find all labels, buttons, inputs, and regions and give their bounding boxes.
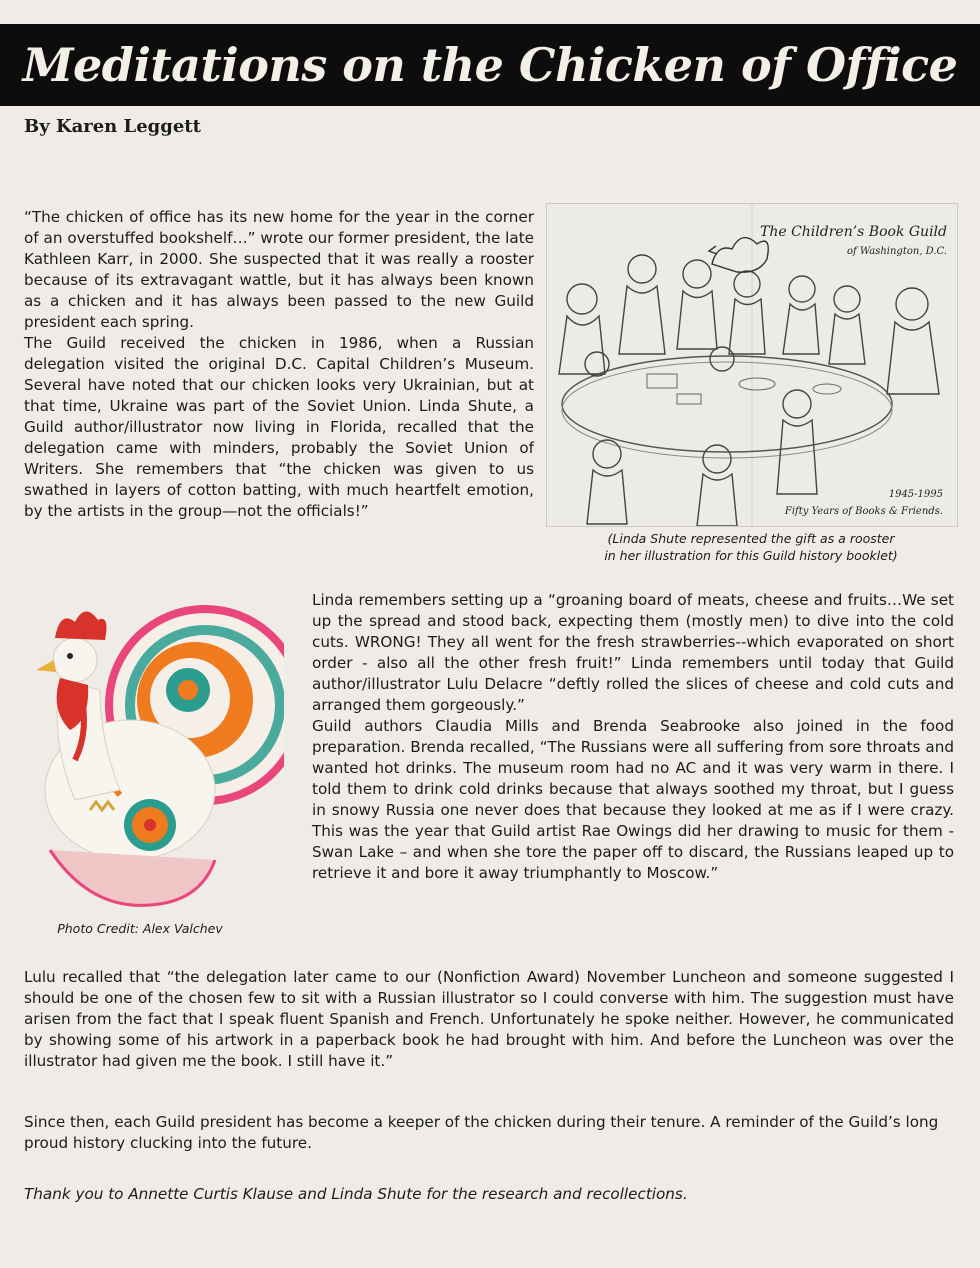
paragraph-intro: “The chicken of office has its new home for the year in the corner of an overstuffed bookshelf…” wrote our former president, the late Kathleen Karr, in 2000. She suspected that it was really a rooster because of its extravagant wattle, but it has always been known as a chicken and it has always been passed to the new Guild president each spring. [24,208,534,331]
booklet-years: 1945-1995 [888,489,943,500]
booklet-caption-line1: (Linda Shute represented the gift as a rooster [607,531,895,546]
paragraph-preparation: Guild authors Claudia Mills and Brenda Seabrooke also joined in the food preparation. Brenda recalled, “The Russians were all suffering from sore throats and wanted hot drinks. The museum room had no AC and it was very warm in there. I told them to drink cold drinks because that always soothed my throat, but I guess in snowy Russia one never does that because they looked at me as if I were crazy. This was the year that Guild artist Rae Owings did her drawing to music for them -Swan Lake – and when she tore the paper off to discard, the Russians leaped up to retrieve it and bore it away triumphantly to Moscow.” [312,717,954,882]
paragraph-keeper: Since then, each Guild president has become a keeper of the chicken during their tenure. A reminder of the Guild’s long proud history clucking into the future. [24,1113,939,1152]
title-banner [0,24,980,106]
rooster-sketch-icon [709,238,768,273]
chicken-figurine-photo [30,590,284,916]
booklet-illustration [546,203,958,527]
paragraph-thanks: Thank you to Annette Curtis Klause and Linda Shute for the research and recollections. [24,1185,688,1203]
booklet-caption [546,530,956,564]
paragraph-delegation: The Guild received the chicken in 1986, when a Russian delegation visited the original D.C. Capital Children’s Museum. Several have noted that our chicken looks very Ukrainian, but at that time, Ukraine was part of the Soviet Union. Linda Shute, a Guild author/illustrator now living in Florida, recalled that the delegation came with minders, probably the Soviet Union of Writers. She remembers that “the chicken was given to us swathed in layers of cotton batting, with much heartfelt emotion, by the artists in the group—not the officials!” [24,334,534,520]
chicken-icon [30,590,284,916]
article-section-2 [312,590,954,884]
booklet-caption-line2: in her illustration for this Guild history booklet) [604,548,898,563]
chicken-photo-caption: Photo Credit: Alex Valchev [57,921,223,936]
booklet-title-line1: The Children’s Book Guild [759,224,947,240]
byline: By Karen Leggett [24,116,201,137]
paragraph-luncheon: Lulu recalled that “the delegation later came to our (Nonfiction Award) November Luncheon and someone suggested I should be one of the chosen few to sit with a Russian illustrator so I could converse with him. The suggestion must have arisen from the fact that I speak fluent Spanish and French. Unfortunately he spoke neither. However, he communicated by showing some of his artwork in a paperback book he had brought with him. And before the Luncheon was over the illustrator had given me the book. I still have it.” [24,968,954,1070]
booklet-title-line2: of Washington, D.C. [846,246,947,257]
booklet-subtitle: Fifty Years of Books & Friends. [784,506,943,517]
paragraph-spread: Linda remembers setting up a “groaning board of meats, cheese and fruits…We set up the spread and stood back, expecting them (mostly men) to dive into the cold cuts. WRONG! They all went for the fresh strawberries--which evaporated on short order - also all the other fresh fruit!” Linda remembers until today that Guild author/illustrator Lulu Delacre “deftly rolled the slices of cheese and cold cuts and arranged them gorgeously.” [312,591,954,714]
page-title: Meditations on the Chicken of Office [22,38,958,92]
booklet-sketch [547,204,957,526]
article-section-1 [24,207,534,522]
